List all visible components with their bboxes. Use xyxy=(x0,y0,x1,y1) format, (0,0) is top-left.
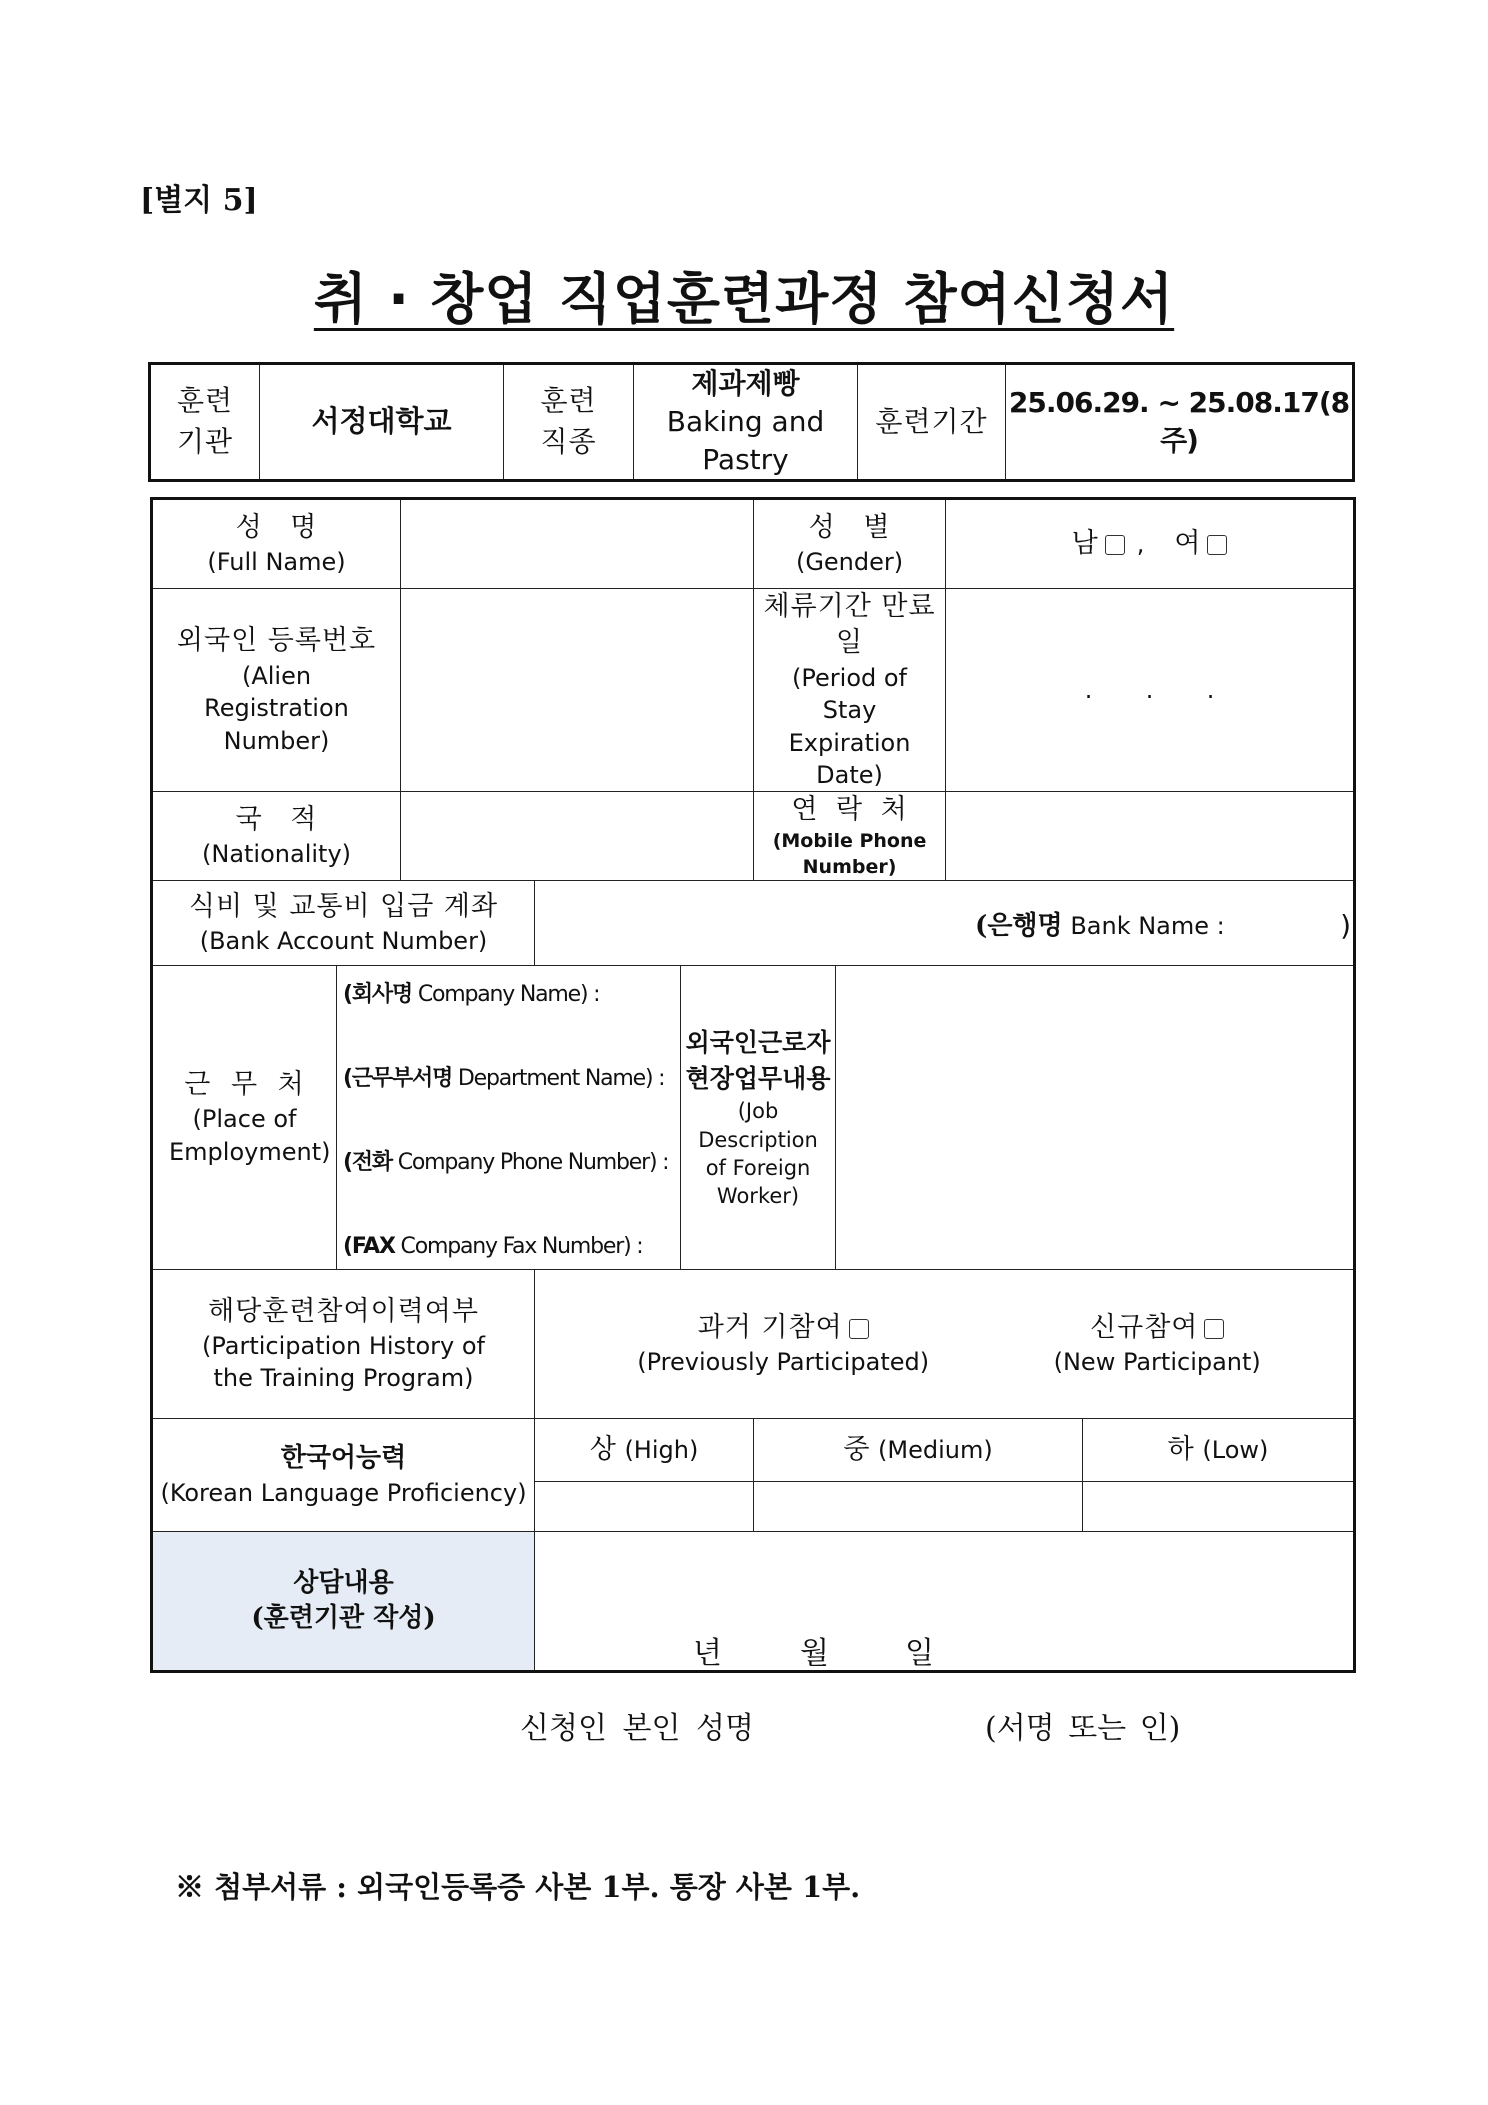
company-name-field[interactable]: (회사명 Company Name) : xyxy=(343,982,600,1008)
date-day-label: 일 xyxy=(905,1636,934,1671)
occupation-label: 훈련 직종 xyxy=(504,364,634,481)
occupation-value: 제과제빵 Baking and Pastry xyxy=(634,364,858,481)
contact-field[interactable] xyxy=(946,792,1355,881)
applicant-name-label: 신청인 본인 성명 xyxy=(520,1711,754,1746)
proficiency-medium-header: 중 (Medium) xyxy=(754,1419,1083,1482)
bank-account-field[interactable]: (은행명 Bank Name : ) xyxy=(535,881,1355,966)
stay-expiration-field[interactable]: . . . xyxy=(946,589,1355,792)
annex-label: [별지 5] xyxy=(140,183,258,218)
consultation-field[interactable] xyxy=(535,1532,1355,1672)
participation-history-label: 해당훈련참여이력여부 (Participation History of the Training Program) xyxy=(152,1270,535,1419)
previously-participated-option[interactable]: 과거 기참여 (Previously Participated) xyxy=(637,1311,930,1377)
korean-proficiency-label: 한국어능력 (Korean Language Proficiency) xyxy=(152,1419,535,1532)
proficiency-high-header: 상 (High) xyxy=(535,1419,754,1482)
full-name-field[interactable] xyxy=(401,499,754,589)
employment-fields xyxy=(337,966,681,1270)
attachment-note: ※ 첨부서류 : 외국인등록증 사본 1부. 통장 사본 1부. xyxy=(175,1870,861,1904)
institution-value: 서정대학교 xyxy=(260,364,504,481)
nationality-label: 국 적 (Nationality) xyxy=(152,792,401,881)
training-info-table xyxy=(148,362,1355,482)
application-form-table xyxy=(150,497,1356,1673)
proficiency-medium-cell[interactable] xyxy=(754,1482,1083,1532)
company-phone-field[interactable]: (전화 Company Phone Number) : xyxy=(343,1150,669,1176)
alien-registration-field[interactable] xyxy=(401,589,754,792)
gender-label: 성 별 (Gender) xyxy=(754,499,946,589)
previously-participated-checkbox[interactable] xyxy=(849,1319,869,1339)
participation-history-field xyxy=(535,1270,1355,1419)
institution-label: 훈련 기관 xyxy=(150,364,260,481)
period-label: 훈련기간 xyxy=(858,364,1006,481)
form-title: 취 · 창업 직업훈련과정 참여신청서 xyxy=(313,267,1175,331)
consultation-label: 상담내용 (훈련기관 작성) xyxy=(152,1532,535,1672)
department-name-field[interactable]: (근무부서명 Department Name) : xyxy=(343,1066,665,1092)
alien-registration-label: 외국인 등록번호 (Alien Registration Number) xyxy=(152,589,401,792)
new-participant-checkbox[interactable] xyxy=(1204,1319,1224,1339)
signature-hint: (서명 또는 인) xyxy=(985,1711,1181,1746)
full-name-label: 성 명 (Full Name) xyxy=(152,499,401,589)
job-description-field[interactable] xyxy=(836,966,1355,1270)
date-month-label: 월 xyxy=(800,1636,829,1671)
gender-field: 남 , 여 xyxy=(946,499,1355,589)
date-year-label: 년 xyxy=(693,1636,722,1671)
nationality-field[interactable] xyxy=(401,792,754,881)
job-description-label: 외국인근로자 현장업무내용 (Job Description of Foreign Worker) xyxy=(681,966,836,1270)
gender-female-checkbox[interactable] xyxy=(1207,535,1227,555)
company-fax-field[interactable]: (FAX Company Fax Number) : xyxy=(343,1234,643,1260)
stay-expiration-label: 체류기간 만료일 (Period of Stay Expiration Date) xyxy=(754,589,946,792)
proficiency-high-cell[interactable] xyxy=(535,1482,754,1532)
gender-male-checkbox[interactable] xyxy=(1105,535,1125,555)
employment-label: 근 무 처 (Place of Employment) xyxy=(152,966,337,1270)
bank-account-label: 식비 및 교통비 입금 계좌 (Bank Account Number) xyxy=(152,881,535,966)
proficiency-low-header: 하 (Low) xyxy=(1083,1419,1355,1482)
contact-label: 연 락 처 (Mobile Phone Number) xyxy=(754,792,946,881)
period-value: 25.06.29. ~ 25.08.17(8주) xyxy=(1006,364,1354,481)
new-participant-option[interactable]: 신규참여 (New Participant) xyxy=(1053,1311,1261,1377)
proficiency-low-cell[interactable] xyxy=(1083,1482,1355,1532)
